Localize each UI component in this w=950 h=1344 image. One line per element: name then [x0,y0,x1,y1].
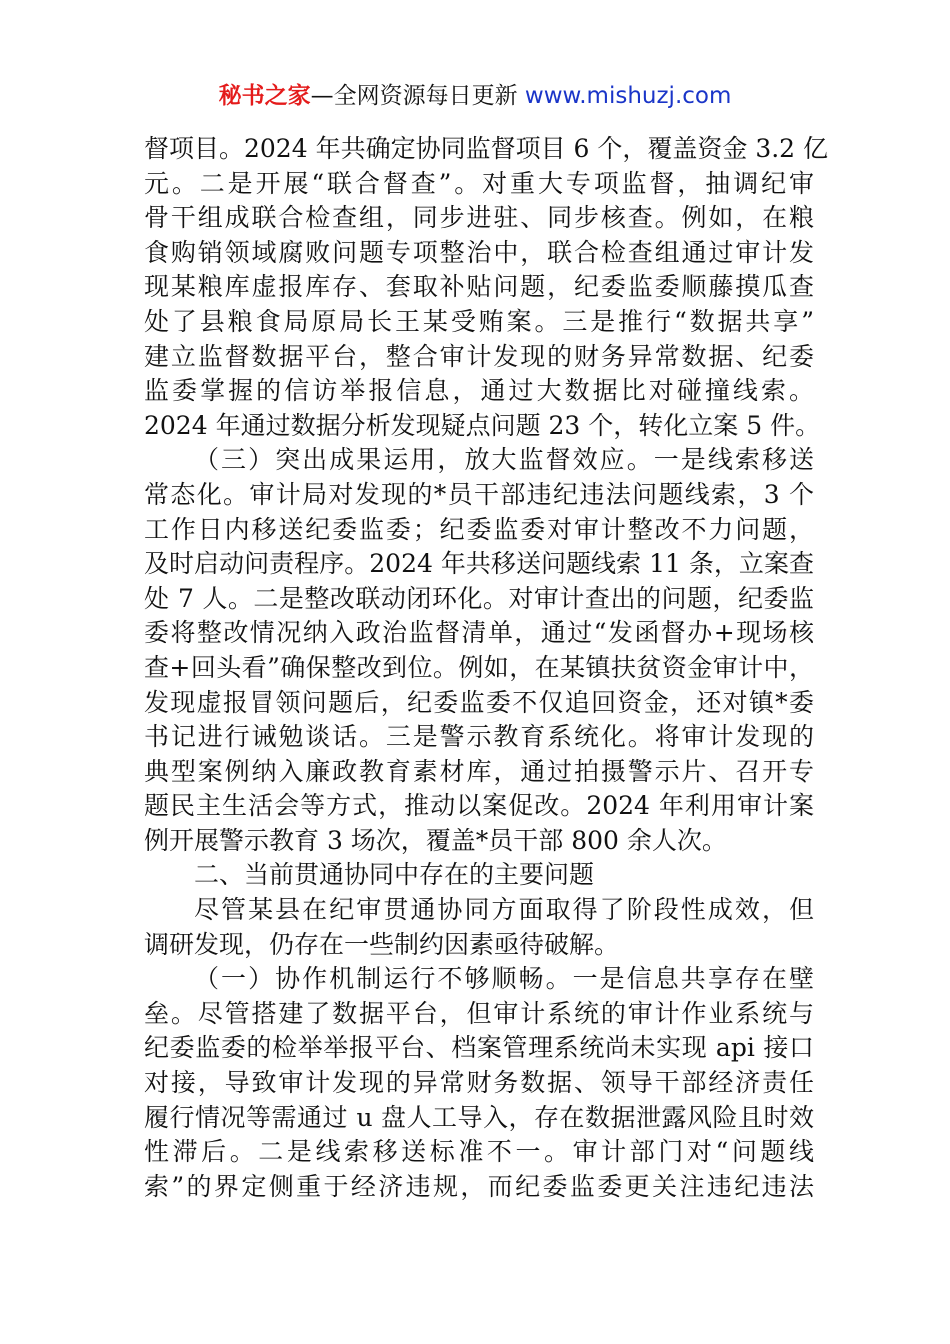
text-line: 索”的界定侧重于经济违规，而纪委监委更关注违纪违法 [144,1171,814,1201]
text-line: 元。二是开展“联合督查”。对重大专项监督，抽调纪审 [144,168,814,198]
text-line: 骨干组成联合检查组，同步进驻、同步核查。例如，在粮 [144,203,814,233]
site-tagline: —全网资源每日更新 [310,83,525,109]
text-line: 典型案例纳入廉政教育素材库，通过拍摄警示片、召开专 [144,756,814,786]
text-line: 处 7 人。二是整改联动闭环化。对审计查出的问题，纪委监 [144,583,814,613]
text-line: （一）协作机制运行不够顺畅。一是信息共享存在壁 [194,964,814,994]
site-url[interactable]: www.mishuzj.com [524,83,732,109]
site-brand: 秘书之家 [218,83,311,109]
text-line: 常态化。审计局对发现的*员干部违纪违法问题线索，3 个 [144,479,814,509]
text-line: 食购销领域腐败问题专项整治中，联合检查组通过审计发 [144,237,814,267]
text-line: 及时启动问责程序。2024 年共移送问题线索 11 条，立案查 [144,549,814,579]
text-line: 发现虚报冒领问题后，纪委监委不仅追回资金，还对镇*委 [144,687,814,717]
text-line: 垒。尽管搭建了数据平台，但审计系统的审计作业系统与 [144,998,814,1028]
text-line: 题民主生活会等方式，推动以案促改。2024 年利用审计案 [144,791,814,821]
text-line: 例开展警示教育 3 场次，覆盖*员干部 800 余人次。 [144,825,727,855]
text-line: 督项目。2024 年共确定协同监督项目 6 个，覆盖资金 3.2 亿 [144,134,829,163]
text-line: 调研发现，仍存在一些制约因素亟待破解。 [144,929,620,959]
text-line: 性滞后。二是线索移送标准不一。审计部门对“问题线 [144,1137,814,1167]
text-line: 纪委监委的检举举报平台、档案管理系统尚未实现 api 接口 [144,1033,814,1063]
text-line: （三）突出成果运用，放大监督效应。一是线索移送 [194,445,814,475]
text-line: 对接，导致审计发现的异常财务数据、领导干部经济责任 [144,1068,814,1098]
text-line: 书记进行诫勉谈话。三是警示教育系统化。将审计发现的 [144,722,814,752]
text-line: 履行情况等需通过 u 盘人工导入，存在数据泄露风险且时效 [144,1102,814,1132]
site-header [0,80,950,112]
document-body [144,132,829,1204]
text-line: 现某粮库虚报库存、套取补贴问题，纪委监委顺藤摸瓜查 [144,272,814,302]
text-line: 2024 年通过数据分析发现疑点问题 23 个，转化立案 5 件。 [144,410,821,440]
text-line: 二、当前贯通协同中存在的主要问题 [194,860,595,890]
text-line: 查+回头看”确保整改到位。例如，在某镇扶贫资金审计中， [144,652,814,682]
text-line: 尽管某县在纪审贯通协同方面取得了阶段性成效，但 [194,895,814,925]
text-line: 监委掌握的信访举报信息，通过大数据比对碰撞线索。 [144,376,814,406]
text-line: 委将整改情况纳入政治监督清单，通过“发函督办+现场核 [144,618,814,648]
text-line: 处了县粮食局原局长王某受贿案。三是推行“数据共享” [144,306,814,336]
text-line: 建立监督数据平台，整合审计发现的财务异常数据、纪委 [144,341,814,371]
text-line: 工作日内移送纪委监委；纪委监委对审计整改不力问题， [144,514,814,544]
